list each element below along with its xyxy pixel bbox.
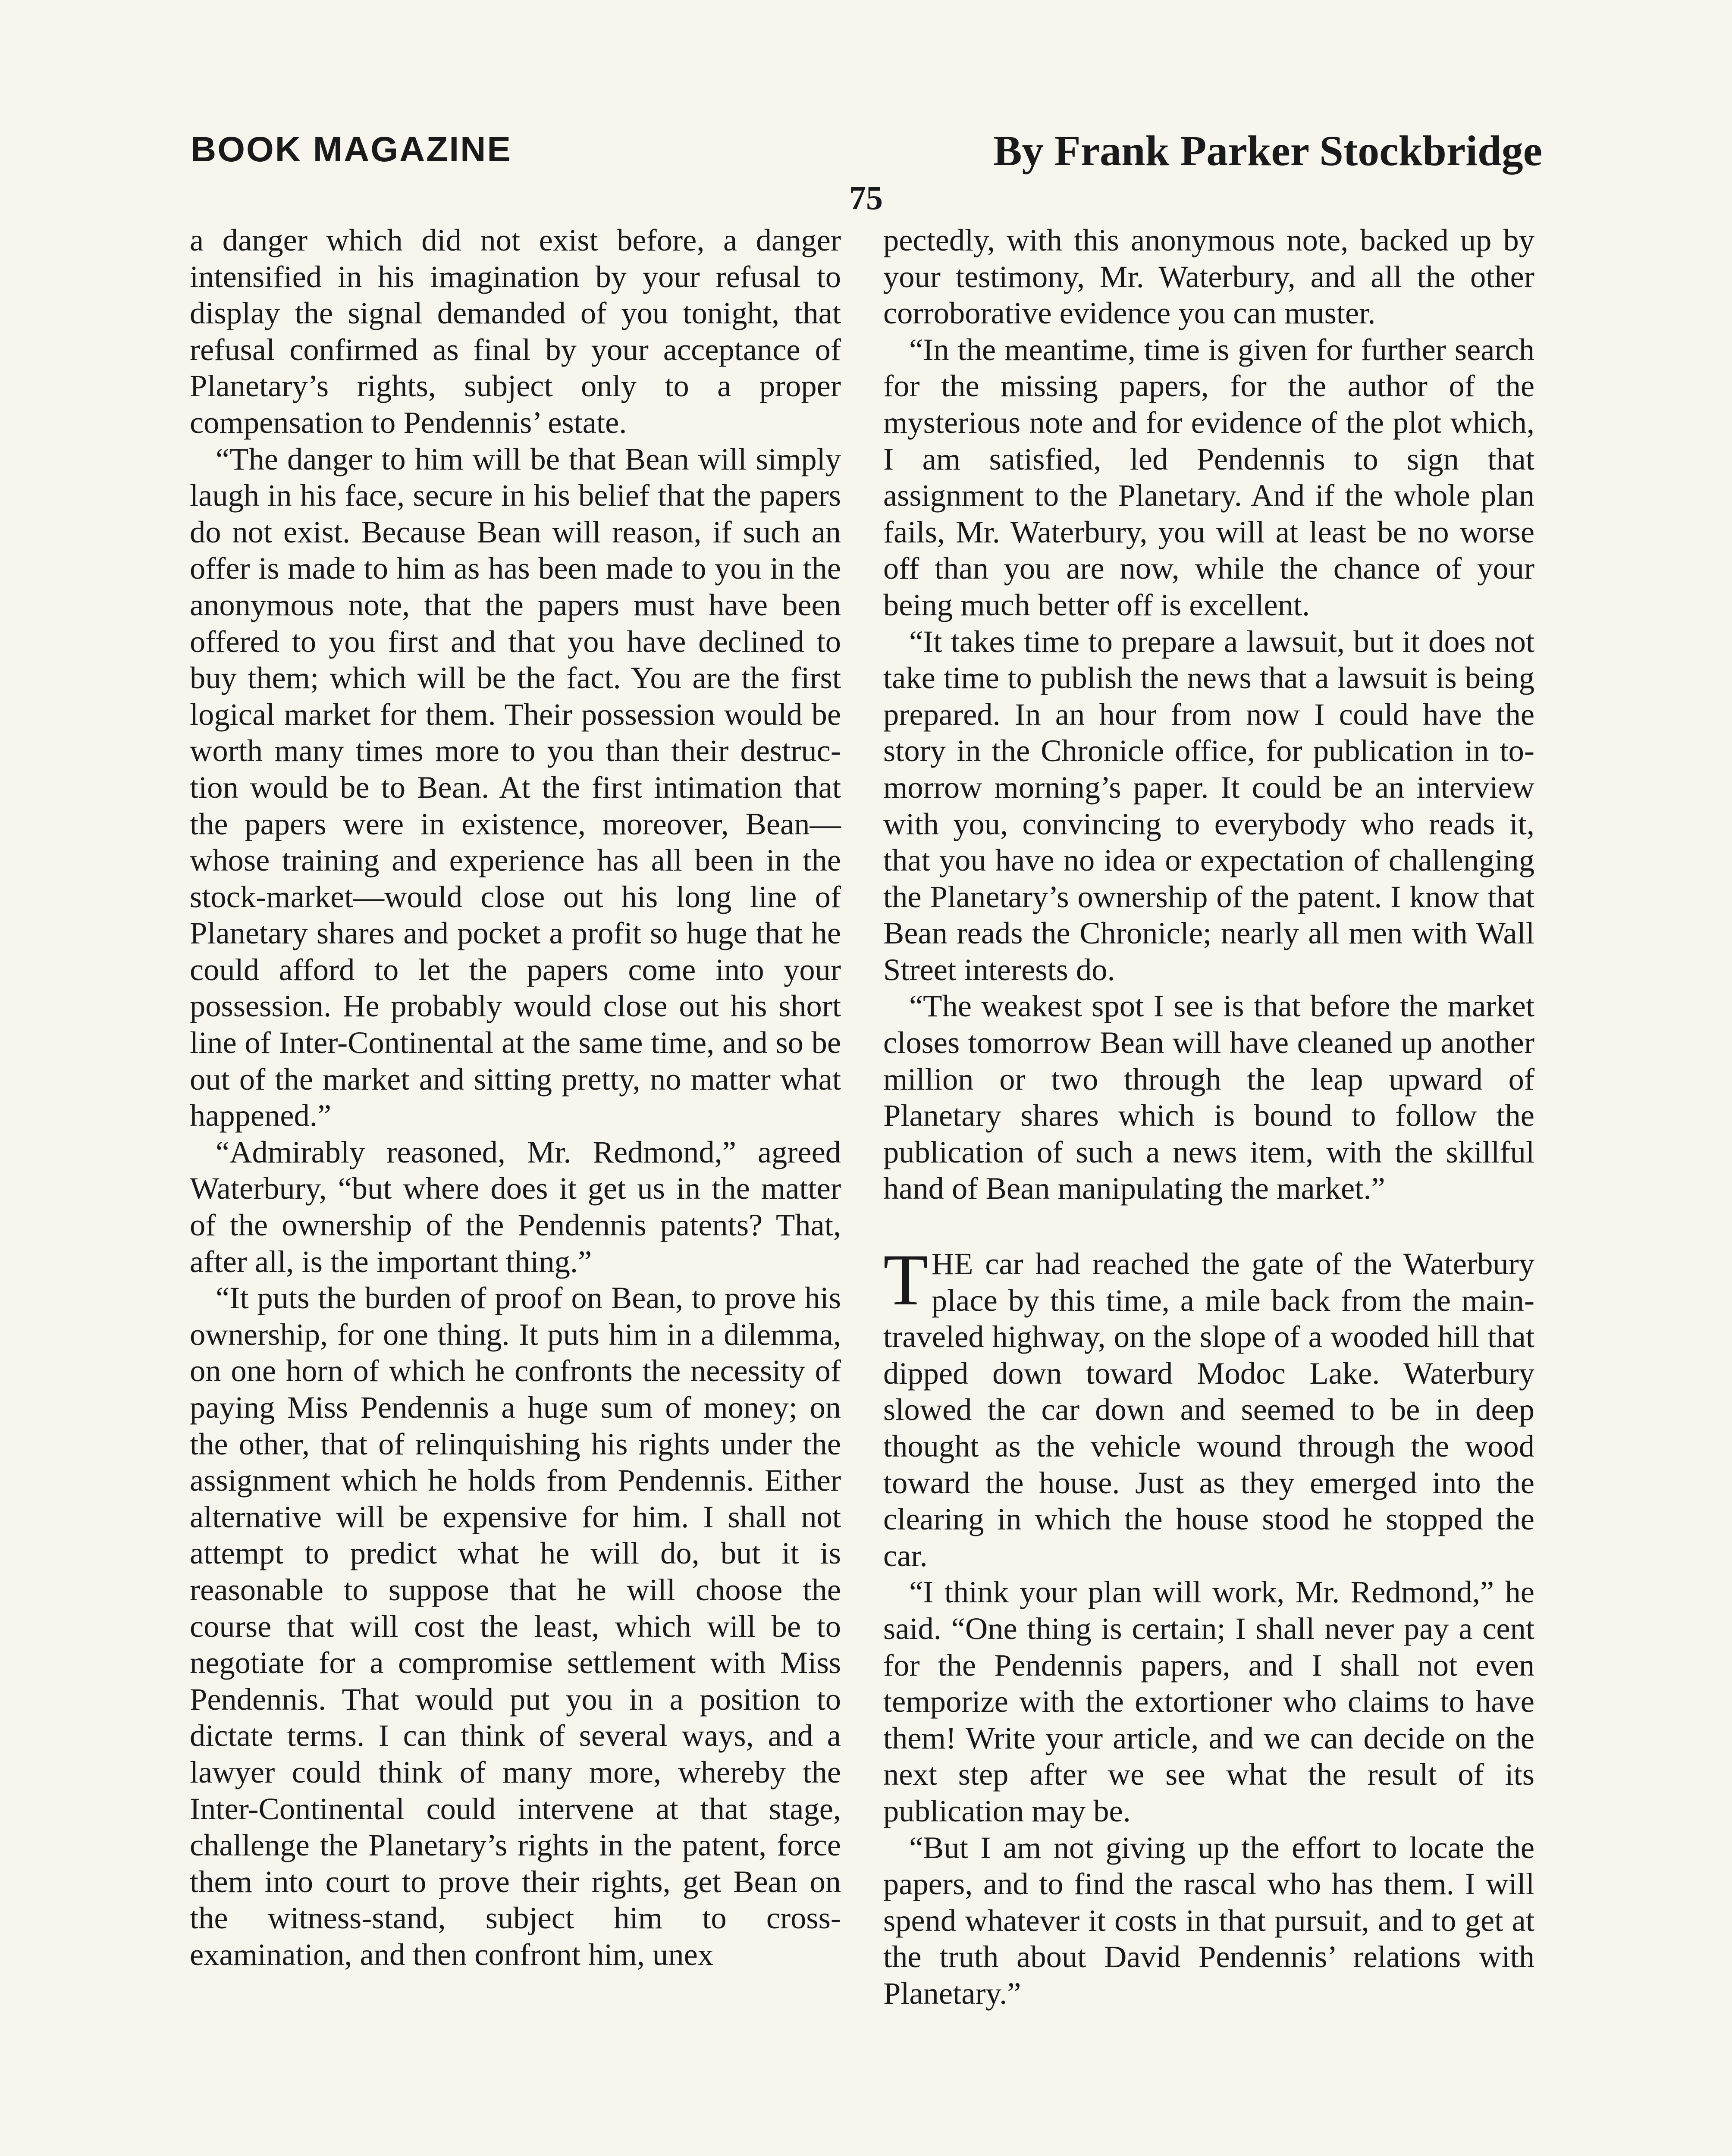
paragraph: “In the meantime, time is given for further search for the missing papers, for the author of the mysterious note and for evidence of the plot which, I am satisfied, led Pendennis to sign that assignment to the Planetary. And if the whole plan fails, Mr. Waterbury, you will at least be no worse off than you are now, while the chance of your being much better off is excellent. bbox=[883, 332, 1534, 622]
paragraph: a danger which did not exist before, a danger intensified in his imagination by your refusal to display the signal demanded of you tonight, that refusal confirmed as final by your acceptance of Planetary’s rights, subject only to a proper compensation to Pendennis’ estate. bbox=[190, 222, 841, 440]
paragraph: “The weakest spot I see is that before the market closes tomorrow Bean will have cleaned up another million or two through the leap upward of Planetary shares which is bound to follow the publication of such a news item, with the skillful hand of Bean manipulating the market.” bbox=[883, 988, 1534, 1206]
paragraph-drop-cap: THE car had reached the gate of the Waterbury place by this time, a mile back from the main-traveled highway, on the slope of a wooded hill that dipped down toward Modoc Lake. Waterbury slowed the car down and seemed to be in deep thought as the vehicle wound through the wood toward the house. Just as they emerged into the clearing in which the house stood he stopped the car. bbox=[883, 1239, 1534, 1573]
author-byline: By Frank Parker Stockbridge bbox=[993, 127, 1542, 175]
section-break bbox=[883, 1207, 1534, 1246]
paragraph: “It takes time to prepare a lawsuit, but it does not take time to publish the news that a lawsuit is being prepared. In an hour from now I could have the story in the Chronicle office, for publication in tomorrow morning’s paper. It could be an interview with you, convincing to everybody who reads it, that you have no idea or expectation of challenging the Planetary’s ownership of the patent. I know that Bean reads the Chronicle; nearly all men with Wall Street interests do. bbox=[883, 624, 1534, 987]
paragraph: “The danger to him will be that Bean will simply laugh in his face, secure in his belief that the papers do not exist. Because Bean will reason, if such an offer is made to him as has been made to you in the anonymous note, that the papers must have been offered to you first and that you have declined to buy them; which will be the fact. You are the first logical market for them. Their possession would be worth many times more to you than their destruction would be to Bean. At the first intimation that the papers were in existence, moreover, Bean—whose training and experience has all been in the stock-market—would close out his long line of Planetary shares and pocket a profit so huge that he could afford to let the papers come into your possession. He probably would close out his short line of Inter-Continental at the same time, and so be out of the market and sitting pretty, no matter what happened.” bbox=[190, 441, 841, 1133]
paragraph: “Admirably reasoned, Mr. Redmond,” agreed Waterbury, “but where does it get us in the matter of the ownership of the Pendennis patents? That, after all, is the important thing.” bbox=[190, 1134, 841, 1279]
paragraph: “I think your plan will work, Mr. Redmond,” he said. “One thing is certain; I shall never pay a cent for the Pendennis papers, and I shall not even temporize with the extortioner who claims to have them! Write your article, and we can decide on the next step after we see what the result of its publication may be. bbox=[883, 1574, 1534, 1828]
paragraph: “It puts the burden of proof on Bean, to prove his ownership, for one thing. It puts him in a dilemma, on one horn of which he confronts the necessity of paying Miss Pendennis a huge sum of money; on the other, that of relinquishing his rights under the assignment which he holds from Pendennis. Either alternative will be expensive for him. I shall not attempt to predict what he will do, but it is reasonable to suppose that he will choose the course that will cost the least, which will be to negotiate for a compromise settlement with Miss Pendennis. That would put you in a position to dictate terms. I can think of several ways, and a lawyer could think of many more, whereby the Inter-Continental could intervene at that stage, challenge the Planetary’s rights in the patent, force them into court to prove their rights, get Bean on the witness-stand, subject him to cross-examination, and then confront him, unex bbox=[190, 1280, 841, 1972]
left-column bbox=[190, 222, 841, 1973]
paragraph: “But I am not giving up the effort to locate the papers, and to find the rascal who has them. I will spend whatever it costs in that pursuit, and to get at the truth about David Pendennis’ relations with Planetary.” bbox=[883, 1830, 1534, 2011]
paragraph: pectedly, with this anonymous note, backed up by your testimony, Mr. Waterbury, and all the other corroborative evidence you can muster. bbox=[883, 222, 1534, 331]
publication-title: BOOK MAGAZINE bbox=[191, 130, 512, 169]
page-number: 75 bbox=[849, 179, 883, 216]
right-column bbox=[883, 222, 1534, 2012]
